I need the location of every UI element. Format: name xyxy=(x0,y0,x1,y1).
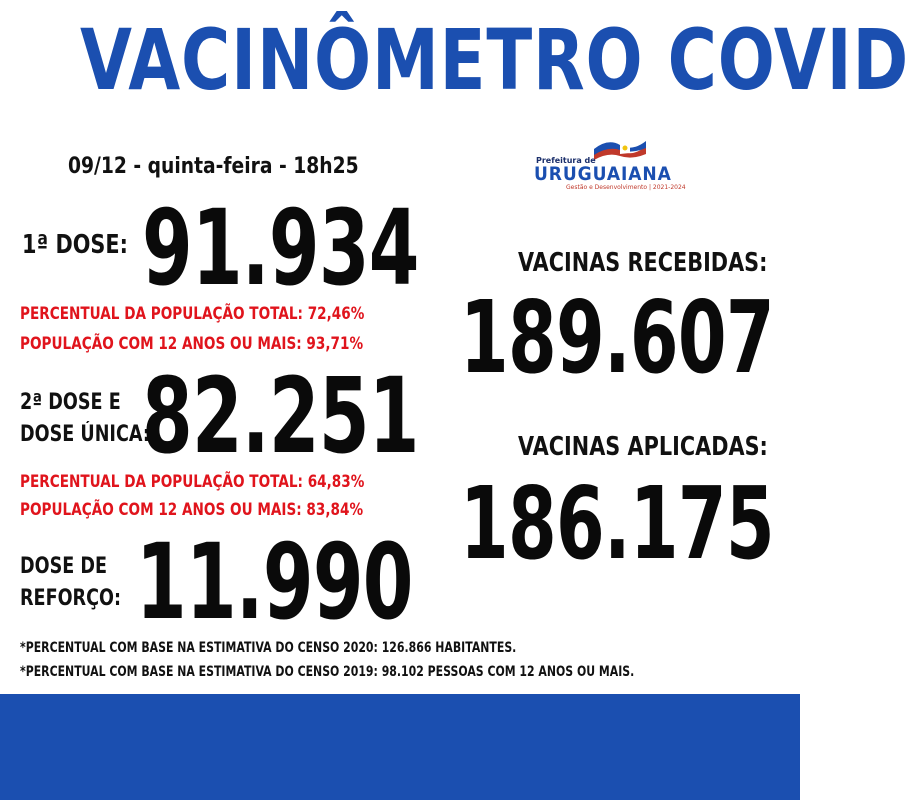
dose2-value: 82.251 xyxy=(142,355,419,477)
dose1-pct-12: POPULAÇÃO COM 12 ANOS OU MAIS: 93,71% xyxy=(20,334,364,354)
applied-label: VACINAS APLICADAS: xyxy=(518,432,768,462)
logo-prefix: Prefeitura de xyxy=(536,156,596,165)
dose2-pct-total: PERCENTUAL DA POPULAÇÃO TOTAL: 64,83% xyxy=(20,472,365,492)
logo-tagline: Gestão e Desenvolvimento | 2021-2024 xyxy=(566,184,686,191)
dose2-pct-12: POPULAÇÃO COM 12 ANOS OU MAIS: 83,84% xyxy=(20,500,364,520)
booster-value: 11.990 xyxy=(136,521,413,643)
received-label: VACINAS RECEBIDAS: xyxy=(518,248,768,278)
dose1-label: 1ª DOSE: xyxy=(22,230,128,260)
footer-band xyxy=(0,694,800,800)
date-line: 09/12 - quinta-feira - 18h25 xyxy=(68,154,359,179)
dose2-label-2: DOSE ÚNICA: xyxy=(20,422,150,447)
flag-icon xyxy=(590,140,650,162)
city-logo xyxy=(530,140,700,196)
booster-label-2: REFORÇO: xyxy=(20,586,122,611)
dose2-label-1: 2ª DOSE E xyxy=(20,390,121,415)
dose1-value: 91.934 xyxy=(142,187,419,309)
applied-value: 186.175 xyxy=(460,465,774,582)
logo-name: URUGUAIANA xyxy=(534,163,672,185)
note-census-2020: *PERCENTUAL COM BASE NA ESTIMATIVA DO CENSO 2020: 126.866 HABITANTES. xyxy=(20,640,517,656)
page-title: VACINÔMETRO COVID xyxy=(80,11,909,109)
booster-label-1: DOSE DE xyxy=(20,554,108,579)
note-census-2019: *PERCENTUAL COM BASE NA ESTIMATIVA DO CENSO 2019: 98.102 PESSOAS COM 12 ANOS OU MAIS. xyxy=(20,664,635,680)
received-value: 189.607 xyxy=(460,279,774,396)
dose1-pct-total: PERCENTUAL DA POPULAÇÃO TOTAL: 72,46% xyxy=(20,304,365,324)
